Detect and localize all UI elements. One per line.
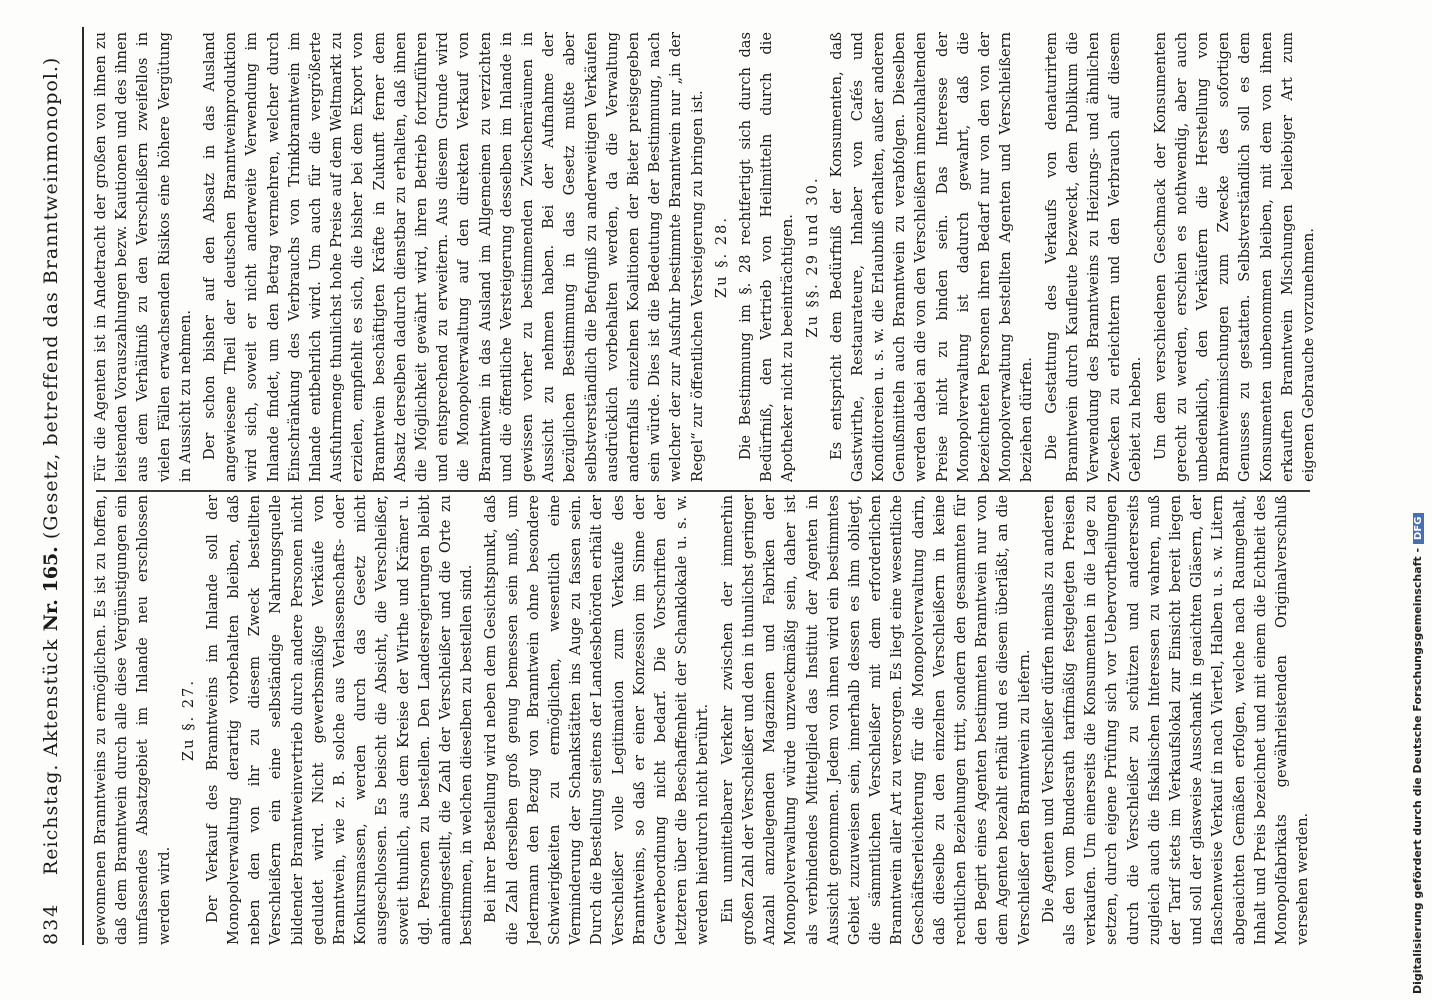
paragraph: Der Verkauf des Branntweins im Inlande soll der Monopolverwaltung derartig vorbehalten bleiben, daß neben den von ihr zu diesem Zweck bestellten Verschleißern ein eine selbständige Nahrungsquelle bildender Branntweinvertrieb durch andere Personen nicht geduldet wird. Nicht gewerbsmäßige Verkäufe von Branntwein, wie z. B. solche aus Verlassenschafts- oder Konkursmassen, werden durch das Gesetz nicht ausgeschlossen. Es beischt die Absicht, die Verschleißer, soweit thunlich, aus dem Kreise der Wirthe und Krämer u. dgl. Personen zu bestellen. Den Landesregierungen bleibt anheimgestellt, die Zahl der Verschleißer und die Orte zu bestimmen, in welchen dieselben zu bestellen sind. [203,495,476,945]
page-number: 834 [40,902,62,945]
running-title-suffix: (Gesetz, betreffend das Branntweinmonopol.) [40,56,62,540]
document-number: Nr. 165. [40,546,62,632]
paragraph [1316,495,1320,945]
paragraph: Die Bestimmung im §. 28 rechtfertigt sich durch das Bedürfniß, den Vertrieb von Heilmitteln durch die Apotheker nicht zu beeinträchtigen. [736,32,797,482]
column-divider [96,490,1310,492]
paragraph: Der schon bisher auf den Absatz in das Ausland angewiesene Theil der deutschen Branntweinproduktion wird sich, soweit er nicht anderweite Verwendung im Inlande findet, um den Betrag vermehren, welcher durch Einschränkung des Verbrauchs von Trinkbranntwein im Inlande entbehrlich wird. Um auch für die vergrößerte Ausfuhrmenge thunlichst hohe Preise auf dem Weltmarkt zu erzielen, empfiehlt es sich, die bisher bei dem Export von Branntwein beschäftigten Kräfte in Zukunft ferner dem Absatz derselben dadurch dienstbar zu erhalten, daß ihnen die Möglichkeit gewährt wird, ihren Betrieb fortzuführen und entsprechend zu erweitern. Aus diesem Grunde wird die Monopolverwaltung auf den direkten Verkauf von Branntwein in das Ausland im Allgemeinen zu verzichten und die öffentliche Versteigerung desselben im Inlande in gewissen vorher zu bestimmenden Zwischenräumen in Aussicht zu nehmen haben. Bei der Aufnahme der bezüglichen Bestimmung in das Gesetz mußte aber selbstverständlich die Befugniß zu anderweitigen Verkäufen ausdrücklich vorbehalten werden, da die Verwaltung andernfalls einzelnen Koalitionen der Bieter preisgegeben sein würde. Dies ist die Bedeutung der Bestimmung, nach welcher der zur Ausfuhr bestimmte Branntwein nur „in der Regel“ zur öffentlichen Versteigerung zu bringen ist. [201,32,706,482]
running-title [40,57,62,875]
section-heading: Zu §§. 29 und 30. [803,176,821,338]
dfg-logo: DFG [1413,513,1424,544]
right-text-column [90,32,1320,482]
credit-text: Digitalisierung gefördert durch die Deutsche Forschungsgemeinschaft - [1411,547,1424,994]
header-rule [82,27,84,945]
paragraph: Für die Agenten ist in Andetracht der großen von ihnen zu leistenden Vorauszahlungen bezw. Kautionen und des ihnen aus dem Verhältniß zu den Verschleißern zweifellos in vielen Fällen erwachsenden Risikos eine höhere Vergütung in Aussicht zu nehmen. [92,32,194,482]
paragraph: Ein unmittelbarer Verkehr zwischen der immerhin großen Zahl der Verschleißer und den in thunlichst geringer Anzahl anzulegenden Magazinen und Fabriken der Monopolverwaltung würde unzweckmäßig sein, daher ist als verbindendes Mittelglied das Institut der Agenten in Aussicht genommen. Jedem von ihnen wird ein bestimmtes Gebiet zuzuweisen sein, innerhalb dessen es ihm obliegt, die sämmtlichen Verschleißer mit dem erforderlichen Branntwein aller Art zu versorgen. Es liegt eine wesentliche Geschäftserleichterung für die Monopolverwaltung darin, daß dieselbe zu den einzelnen Verschleißern in keine rechtlichen Beziehungen tritt, sondern den gesammten für den Begirt eines Agenten bestimmten Branntwein nur von dem Agenten bezahlt erhält und es diesem überläßt, an die Verschleißer den Branntwein zu liefern. [718,495,1033,945]
paragraph: Die Agenten und Verschleißer dürfen niemals zu anderen als den vom Bundesrath tarifmäßig festgelegten Preisen verkaufen. Um einerseits die Konsumenten in die Lage zu setzen, durch eigene Prüfung sich vor Uebervortheilungen durch die Verschleißer zu schützen und andererseits zugleich auch die fiskalischen Interessen zu wahren, muß der Tarif stets im Verkaufslokal zur Einsicht bereit liegen und soll der glasweise Ausschank in geaichten Gläsern, der flaschenweise Verkauf in nach Viertel, Halben u. s. w. Litern abgeaichten Gemäßen erfolgen, welche nach Raumgehalt, Inhalt und Preis bezeichnet und mit einem die Echtheit des Monopolfabrikats gewährleistenden Originalverschluß versehen werden. [1039,495,1312,945]
section-heading: Zu §. 28. [712,216,730,298]
page-header [20,30,76,945]
digitization-credit [1411,513,1424,994]
section-heading: Zu §. 27. [179,679,197,761]
paragraph: Die Gestattung des Verkaufs von denaturirtem Branntwein durch Kaufleute bezweckt, dem Publikum die Verwendung des Branntweins zu Heizungs- und ähnlichen Zwecken zu erleichtern und den Verbrauch auf diesem Gebiet zu heben. [1042,32,1145,482]
paragraph: gewonnenen Branntweins zu ermöglichen. Es ist zu hoffen, daß dem Branntwein durch alle diese Vergünstigungen ein umfassendes Absatzgebiet im Inlande neu erschlossen werden wird. [92,495,173,945]
paragraph: Um dem verschiedenen Geschmack der Konsumenten gerecht zu werden, erschien es nothwendig, aber auch unbedenklich, den Verkäufern die Herstellung von Branntweinmischungen zum Zwecke des sofortigen Genusses zu gestatten. Selbstverständlich soll es dem Konsumenten unbenommen bleiben, mit dem von ihnen erkauften Branntwein Mischungen beliebiger Art zum eigenen Gebrauche vorzunehmen. [1151,32,1317,482]
paragraph: Es entspricht dem Bedürfniß der Konsumenten, daß Gastwirthe, Restaurateure, Inhaber von Cafés und Konditoreien u. s. w. die Erlaubniß erhalten, außer anderen Genußmitteln auch Branntwein zu verabfolgen. Dieselben werden dabei an die von den Verschleißern innezuhaltenden Preise nicht zu binden sein. Das Interesse der Monopolverwaltung ist dadurch gewahrt, daß die bezeichneten Personen ihren Bedarf nur von den von der Monopolverwaltung bestellten Agenten und Verschleißern beziehen dürfen. [827,32,1036,482]
running-title-prefix: Reichstag. Aktenstück [40,638,62,875]
paragraph: Bei ihrer Bestellung wird neben dem Gesichtspunkt, daß die Zahl derselben groß genug bemessen sein muß, um Jedermann den Bezug von Branntwein ohne besondere Schwierigkeiten zu ermöglichen, wesentlich eine Verminderung der Schankstätten ins Auge zu fassen sein. Durch die Bestellung seitens der Landesbehörden erhält der Verschleißer volle Legitimation zum Verkaufe des Branntweins, so daß er einer Konzession im Sinne der Gewerbeordnung nicht bedarf. Die Vorschriften der letzteren über die Beschaffenheit der Schanklokale u. s. w. werden hierdurch nicht berührt. [482,495,712,945]
left-text-column [90,495,1320,945]
